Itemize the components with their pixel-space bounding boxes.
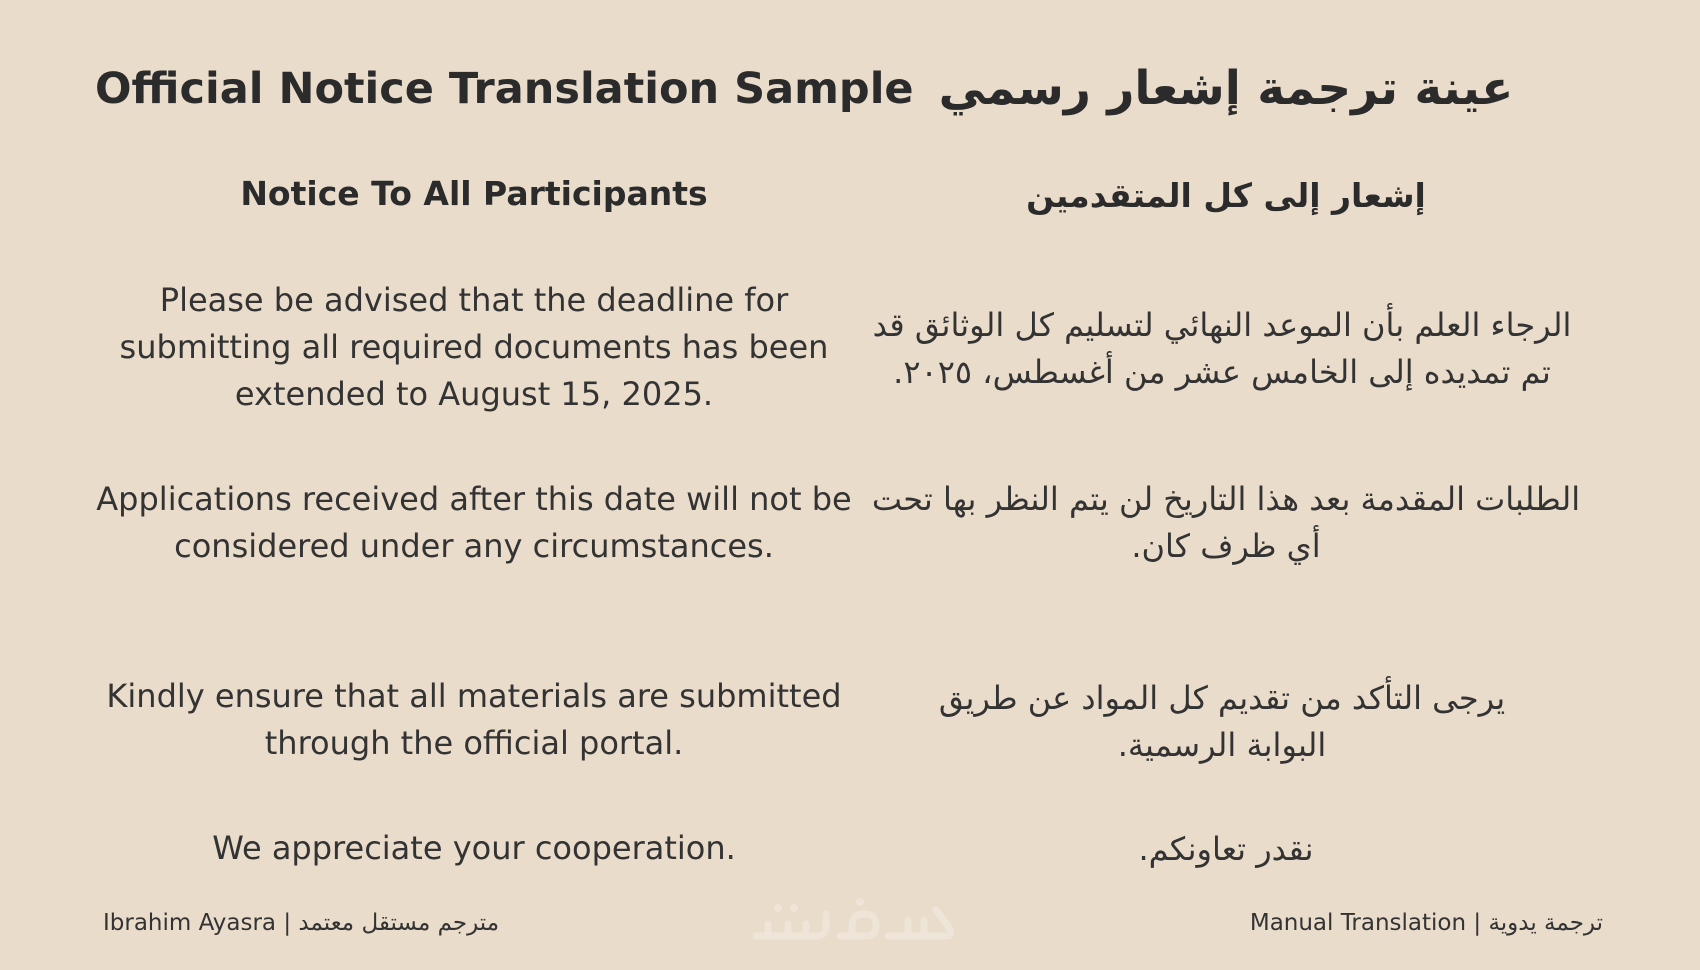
- translation-type-label: Manual Translation | ترجمة يدوية: [1249, 910, 1603, 936]
- arabic-column: [852, 0, 1600, 900]
- english-paragraph-1: Please be advised that the deadline for submitting all required documents has been extended to August 15, 2025.: [119, 281, 829, 413]
- arabic-paragraph-4: نقدر تعاونكم.: [1138, 830, 1314, 868]
- english-title: Official Notice Translation Sample: [95, 64, 914, 114]
- english-paragraph-3: Kindly ensure that all materials are submitted through the official portal.: [106, 677, 842, 762]
- arabic-paragraph-3: يرجى التأكد من تقديم كل المواد عن طريق البوابة الرسمية.: [938, 679, 1506, 764]
- english-paragraph-2: Applications received after this date will not be considered under any circumstances.: [96, 480, 852, 565]
- english-paragraph-4: We appreciate your cooperation.: [212, 829, 736, 867]
- english-column: [95, 0, 914, 900]
- arabic-title: عينة ترجمة إشعار رسمي: [938, 61, 1514, 116]
- arabic-paragraph-1: الرجاء العلم بأن الموعد النهائي لتسليم كل الوثائق قد تم تمديده إلى الخامس عشر من أغسطس، ٢٠٢٥.: [872, 306, 1572, 391]
- translator-credit: Ibrahim Ayasra | مترجم مستقل معتمد: [103, 910, 500, 936]
- arabic-heading: إشعار إلى كل المتقدمين: [1026, 176, 1426, 215]
- english-heading: Notice To All Participants: [240, 174, 708, 213]
- khamsat-watermark-logo: [748, 896, 954, 954]
- arabic-paragraph-2: الطلبات المقدمة بعد هذا التاريخ لن يتم النظر بها تحت أي ظرف كان.: [871, 480, 1581, 565]
